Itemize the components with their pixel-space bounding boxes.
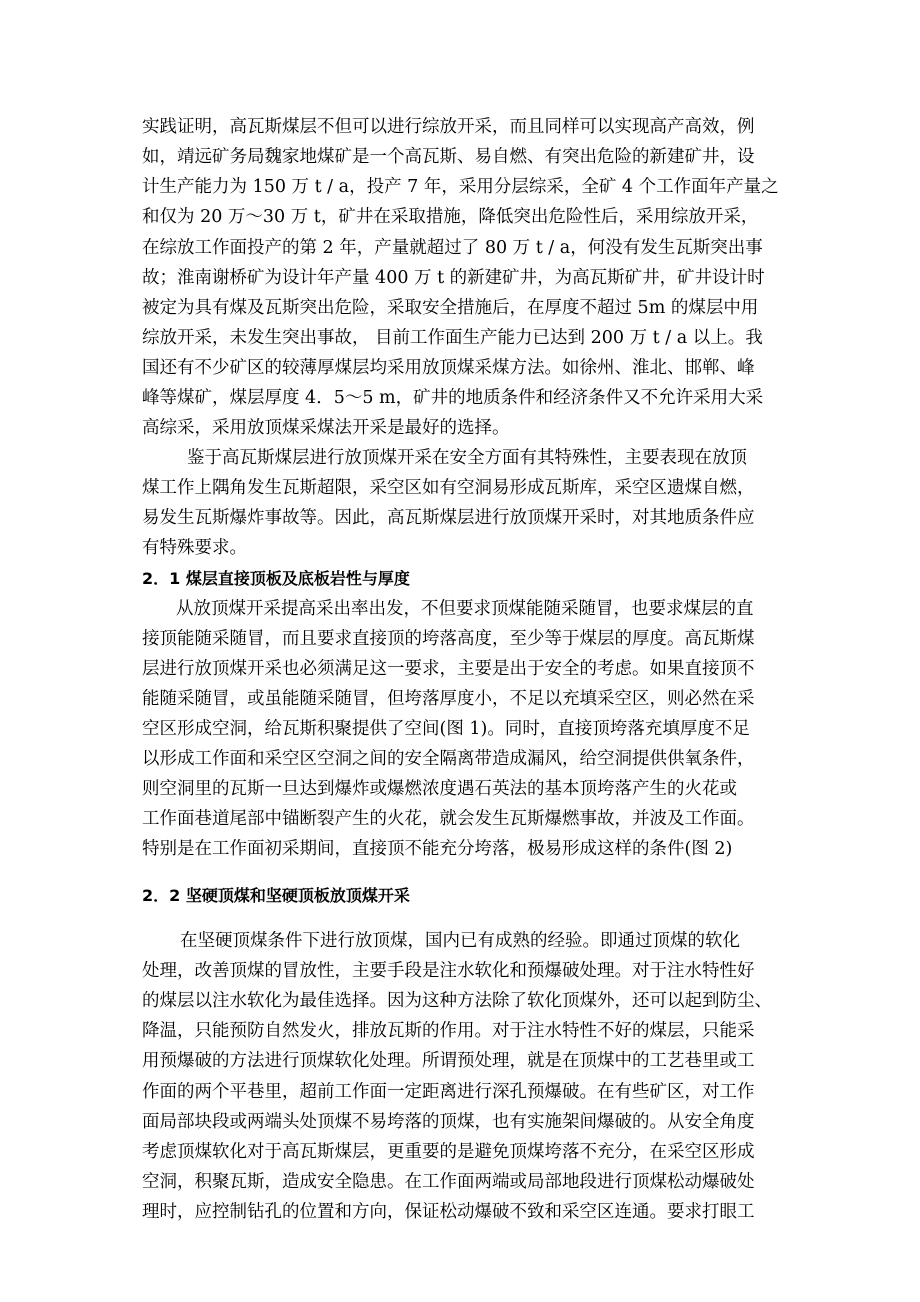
text-line: 用预爆破的方法进行顶煤软化处理。所谓预处理，就是在顶煤中的工艺巷里或工 [142,1051,755,1071]
text-line: 国还有不少矿区的较薄厚煤层均采用放顶煤采煤方法。如徐州、淮北、邯郸、峰 [142,358,755,378]
text-line: 特别是在工作面初采期间，直接顶不能充分垮落，极易形成这样的条件(图 2) [142,839,733,859]
text-line: 则空洞里的瓦斯一旦达到爆炸或爆燃浓度遇石英法的基本顶垮落产生的火花或 [142,779,737,799]
text-line: 故；淮南谢桥矿为设计年产量 400 万 t 的新建矿井，为高瓦斯矿井，矿井设计时 [142,268,765,288]
text-line: 鉴于高瓦斯煤层进行放顶煤开采在安全方面有其特殊性，主要表现在放顶 [187,448,747,468]
text-line: 有特殊要求。 [142,538,247,558]
text-line: 在综放工作面投产的第 2 年，产量就超过了 80 万 t / a，何没有发生瓦斯突出事 [142,238,763,258]
text-line: 处理，改善顶煤的冒放性，主要手段是注水软化和预爆破处理。对于注水特性好 [142,961,755,981]
text-line: 从放顶煤开采提高采出率出发，不但要求顶煤能随采随冒，也要求煤层的直 [176,599,754,619]
text-line: 接顶能随采随冒，而且要求直接顶的垮落高度，至少等于煤层的厚度。高瓦斯煤 [142,629,755,649]
text-line: 实践证明，高瓦斯煤层不但可以进行综放开采，而且同样可以实现高产高效，例 [142,117,755,137]
text-line: 高综采，采用放顶煤采煤法开采是最好的选择。 [142,418,510,438]
text-line: 空洞，积聚瓦斯，造成安全隐患。在工作面两端或局部地段进行顶煤松动爆破处 [142,1172,755,1192]
text-line: 煤工作上隅角发生瓦斯超限，采空区如有空洞易形成瓦斯库，采空区遗煤自燃， [142,478,755,498]
text-line: 综放开采，未发生突出事故， 目前工作面生产能力已达到 200 万 t / a 以上。我 [142,328,763,348]
text-line: 在坚硬顶煤条件下进行放顶煤，国内已有成熟的经验。即通过顶煤的软化 [180,931,740,951]
text-line: 易发生瓦斯爆炸事故等。因此，高瓦斯煤层进行放顶煤开采时，对其地质条件应 [142,508,755,528]
text-line: 如，靖远矿务局魏家地煤矿是一个高瓦斯、易自燃、有突出危险的新建矿井，设 [142,147,755,167]
text-line: 空区形成空洞，给瓦斯积聚提供了空间(图 1)。同时，直接顶垮落充填厚度不足 [142,719,750,739]
text-line: 降温，只能预防自然发火，排放瓦斯的作用。对于注水特性不好的煤层，只能采 [142,1021,755,1041]
section-heading: 2．2 坚硬顶煤和坚硬顶板放顶煤开采 [142,886,410,905]
text-line: 作面的两个平巷里，超前工作面一定距离进行深孔预爆破。在有些矿区，对工作 [142,1082,755,1102]
section-heading: 2．1 煤层直接顶板及底板岩性与厚度 [142,569,410,588]
text-line: 工作面巷道尾部中锚断裂产生的火花，就会发生瓦斯爆燃事故，并波及工作面。 [142,809,755,829]
text-line: 被定为具有煤及瓦斯突出危险，采取安全措施后，在厚度不超过 5m 的煤层中用 [142,298,759,318]
text-line: 峰等煤矿，煤层厚度 4．5～5 m，矿井的地质条件和经济条件又不允许采用大采 [142,388,764,408]
text-line: 以形成工作面和采空区空洞之间的安全隔离带造成漏风，给空洞提供供氧条件， [142,749,755,769]
text-line: 和仅为 20 万～30 万 t，矿井在采取措施，降低突出危险性后，采用综放开采， [142,207,759,227]
text-line: 面局部块段或两端头处顶煤不易垮落的顶煤，也有实施架间爆破的。从安全角度 [142,1112,755,1132]
text-line: 的煤层以注水软化为最佳选择。因为这种方法除了软化顶煤外，还可以起到防尘、 [142,991,772,1011]
text-line: 层进行放顶煤开采也必须满足这一要求，主要是出于安全的考虑。如果直接顶不 [142,659,755,679]
text-line: 理时，应控制钻孔的位置和方向，保证松动爆破不致和采空区连通。要求打眼工 [142,1202,755,1222]
text-line: 考虑顶煤软化对于高瓦斯煤层，更重要的是避免顶煤垮落不充分，在采空区形成 [142,1142,755,1162]
text-line: 计生产能力为 150 万 t / a，投产 7 年，采用分层综采，全矿 4 个工作面年产量之 [142,177,779,197]
text-line: 能随采随冒，或虽能随采随冒，但垮落厚度小，不足以充填采空区，则必然在采 [142,689,755,709]
